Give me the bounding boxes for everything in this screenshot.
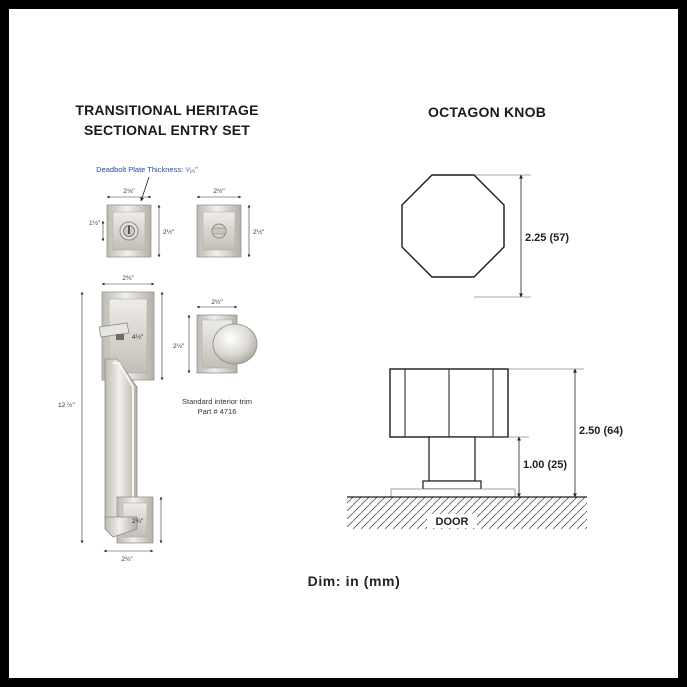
left-title-line2: SECTIONAL ENTRY SET bbox=[83, 122, 251, 138]
deadbolt-note-leader bbox=[141, 177, 149, 201]
top-plate-width-label: 2¾" bbox=[122, 275, 134, 282]
bottom-plate-height-label: 2¾" bbox=[132, 518, 144, 525]
units-footer: Dim: in (mm) bbox=[307, 573, 401, 589]
deadbolt-thickness-note: Deadbolt Plate Thickness: ⁵⁄₁₆" bbox=[96, 165, 198, 174]
deadbolt-width-label: 2⅛" bbox=[123, 188, 135, 195]
octagon-diameter-label: 2.25 (57) bbox=[525, 232, 570, 244]
bottom-plate-width-label: 2¾" bbox=[121, 556, 133, 563]
thumbturn-illustration bbox=[197, 205, 241, 257]
neck-label: 1.00 (25) bbox=[523, 459, 568, 471]
interior-trim-note-line1: Standard interior trim bbox=[181, 397, 253, 406]
interior-width-label: 2½" bbox=[211, 299, 223, 306]
overall-height-label: 12 ½" bbox=[58, 402, 75, 409]
right-title: OCTAGON KNOB bbox=[427, 104, 547, 120]
spec-drawing bbox=[9, 9, 678, 678]
top-plate-height-label: 4½" bbox=[132, 334, 144, 341]
octagon-knob-side-view bbox=[390, 369, 515, 497]
interior-height-label: 2½" bbox=[173, 343, 185, 350]
thumbturn-height-label: 2½" bbox=[253, 229, 265, 236]
octagon-knob-top-view bbox=[402, 175, 504, 277]
thumbturn-width-label: 2½" bbox=[213, 188, 225, 195]
cylinder-height-label: 1½" bbox=[89, 220, 101, 227]
deadbolt-height-label: 2½" bbox=[163, 229, 175, 236]
door-label: DOOR bbox=[435, 516, 469, 528]
handleset-illustration bbox=[99, 292, 154, 543]
interior-trim-illustration bbox=[197, 315, 257, 373]
left-title-line1: TRANSITIONAL HERITAGE bbox=[75, 102, 259, 118]
drawing-sheet bbox=[9, 9, 678, 678]
interior-trim-note-line2: Part # 4716 bbox=[197, 407, 237, 416]
projection-label: 2.50 (64) bbox=[579, 425, 624, 437]
deadbolt-illustration bbox=[107, 205, 151, 257]
